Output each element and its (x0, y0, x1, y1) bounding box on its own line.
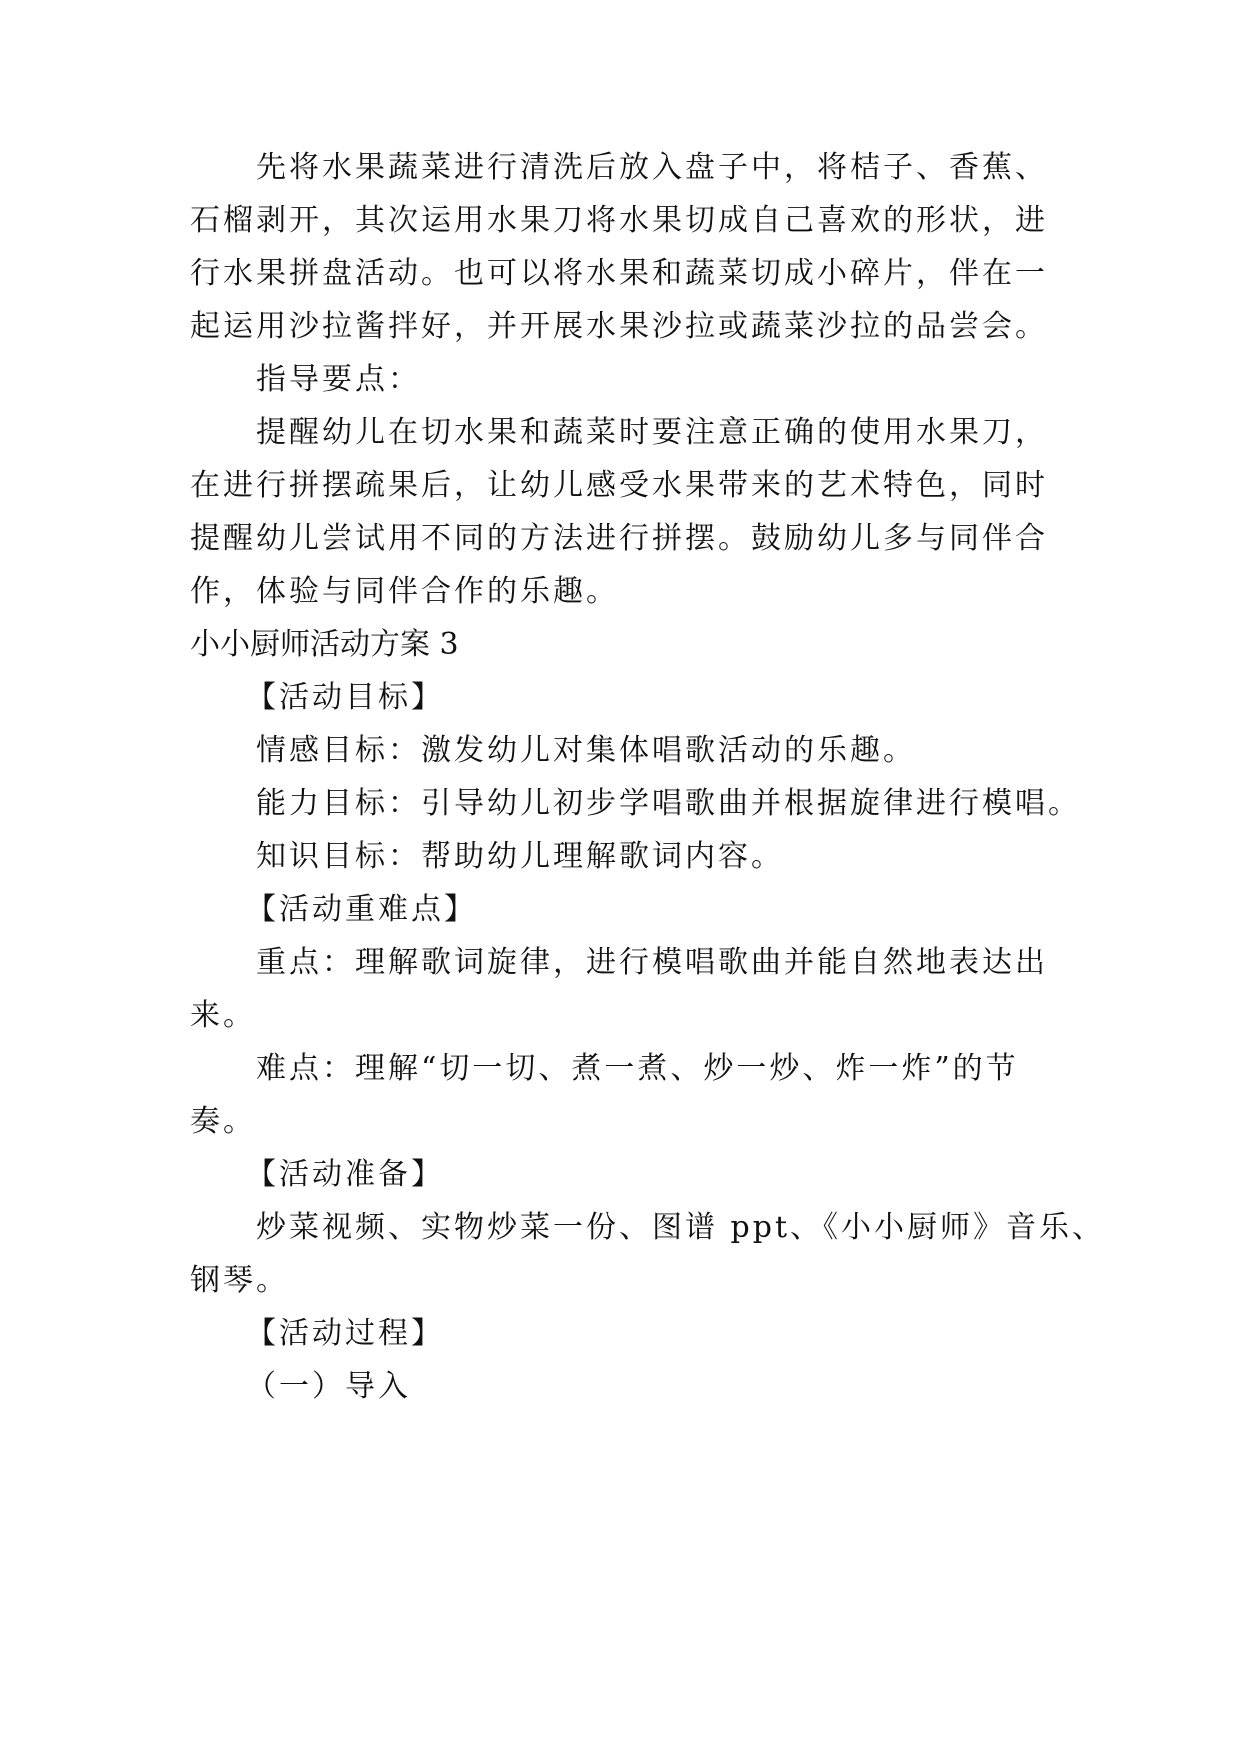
goals-heading: 【活动目标】 (246, 680, 444, 715)
key-heading: 【活动重难点】 (246, 892, 477, 927)
difficult-point-line: 奏。 (190, 1104, 256, 1139)
paragraph-line: 石榴剥开，其次运用水果刀将水果切成自己喜欢的形状，进 (190, 203, 1048, 238)
paragraph-line: 在进行拼摆疏果后，让幼儿感受水果带来的艺术特色，同时 (190, 468, 1048, 503)
guide-heading: 指导要点： (256, 362, 421, 397)
goal-knowledge: 知识目标：帮助幼儿理解歌词内容。 (256, 839, 784, 874)
paragraph-line: 行水果拼盘活动。也可以将水果和蔬菜切成小碎片，伴在一 (190, 256, 1048, 291)
prep-heading: 【活动准备】 (246, 1157, 444, 1192)
key-point-line: 来。 (190, 998, 256, 1033)
section-title: 小小厨师活动方案 3 (190, 627, 459, 662)
prep-text-line: 钢琴。 (190, 1263, 289, 1298)
paragraph-line: 提醒幼儿尝试用不同的方法进行拼摆。鼓励幼儿多与同伴合 (190, 521, 1048, 556)
paragraph-line: 先将水果蔬菜进行清洗后放入盘子中，将桔子、香蕉、 (256, 150, 1048, 185)
goal-emotion: 情感目标：激发幼儿对集体唱歌活动的乐趣。 (256, 733, 916, 768)
step-heading: （一）导入 (246, 1369, 411, 1404)
paragraph-line: 起运用沙拉酱拌好，并开展水果沙拉或蔬菜沙拉的品尝会。 (190, 309, 1048, 344)
difficult-point-line: 难点：理解“切一切、煮一煮、炒一炒、炸一炸”的节 (256, 1051, 1019, 1086)
goal-ability: 能力目标：引导幼儿初步学唱歌曲并根据旋律进行模唱。 (256, 786, 1081, 821)
process-heading: 【活动过程】 (246, 1316, 444, 1351)
paragraph-line: 作，体验与同伴合作的乐趣。 (190, 574, 619, 609)
prep-text-line: 炒菜视频、实物炒菜一份、图谱 ppt、《小小厨师》音乐、 (256, 1210, 1105, 1245)
paragraph-line: 提醒幼儿在切水果和蔬菜时要注意正确的使用水果刀， (256, 415, 1048, 450)
key-point-line: 重点：理解歌词旋律，进行模唱歌曲并能自然地表达出 (256, 945, 1048, 980)
